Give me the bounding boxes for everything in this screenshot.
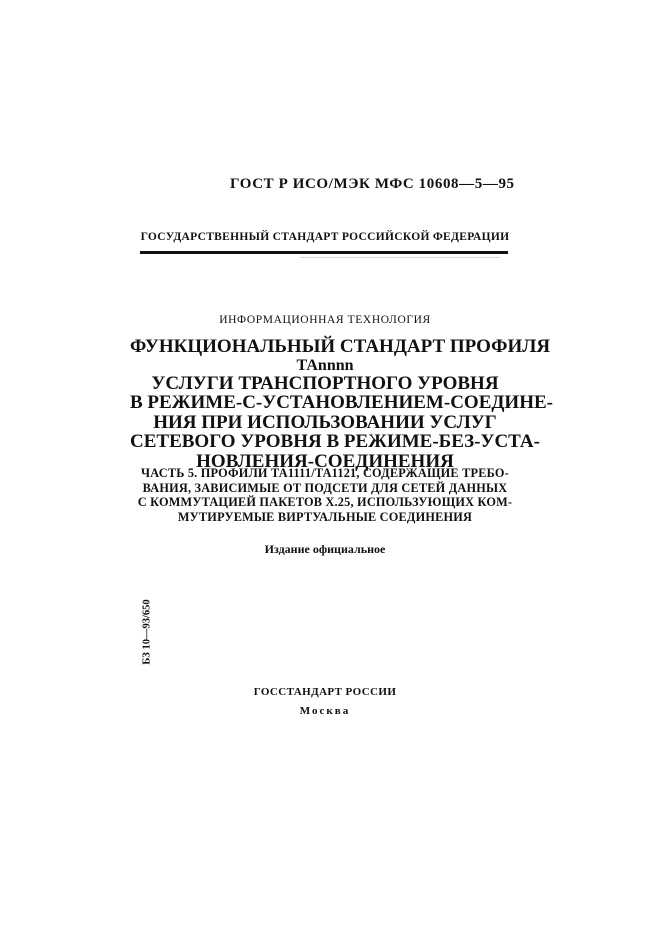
- edition-label: Издание официальное: [264, 542, 386, 556]
- title-line: В РЕЖИМЕ-С-УСТАНОВЛЕНИЕМ-СОЕДИНЕ-: [130, 392, 553, 413]
- heading-rule: [140, 251, 508, 254]
- part-line: ВАНИЯ, ЗАВИСИМЫЕ ОТ ПОДСЕТИ ДЛЯ СЕТЕЙ ДАННЫХ: [142, 480, 508, 495]
- title-line: НОВЛЕНИЯ-СОЕДИНЕНИЯ: [196, 450, 454, 472]
- title-line: СЕТЕВОГО УРОВНЯ В РЕЖИМЕ-БЕЗ-УСТА-: [130, 431, 540, 452]
- title-line-profile-code: ТАnnnn: [296, 356, 354, 374]
- subject-heading: ИНФОРМАЦИОННАЯ ТЕХНОЛОГИЯ: [219, 314, 431, 326]
- part-title: [136, 466, 514, 524]
- part-line: МУТИРУЕМЫЕ ВИРТУАЛЬНЫЕ СОЕДИНЕНИЯ: [177, 509, 473, 524]
- main-title: [130, 336, 553, 472]
- title-line: ФУНКЦИОНАЛЬНЫЙ СТАНДАРТ ПРОФИЛЯ: [130, 336, 551, 357]
- standard-code: ГОСТ Р ИСО/МЭК МФС 10608—5—95: [230, 176, 515, 192]
- margin-code: БЗ 10—93/650: [141, 599, 153, 665]
- publication-city: Москва: [299, 705, 351, 717]
- part-line: С КОММУТАЦИЕЙ ПАКЕТОВ X.25, ИСПОЛЬЗУЮЩИХ КОМ-: [137, 495, 513, 509]
- title-line: УСЛУГИ ТРАНСПОРТНОГО УРОВНЯ: [151, 372, 499, 394]
- publisher: ГОССТАНДАРТ РОССИИ: [253, 686, 397, 698]
- title-line: НИЯ ПРИ ИСПОЛЬЗОВАНИИ УСЛУГ: [153, 411, 497, 433]
- part-line: ЧАСТЬ 5. ПРОФИЛИ ТА1111/ТА1121, СОДЕРЖАЩИЕ ТРЕБО-: [141, 466, 509, 480]
- state-standard-heading: ГОСУДАРСТВЕННЫЙ СТАНДАРТ РОССИЙСКОЙ ФЕДЕРАЦИИ: [140, 231, 510, 243]
- heading-rule-shadow: [300, 257, 500, 258]
